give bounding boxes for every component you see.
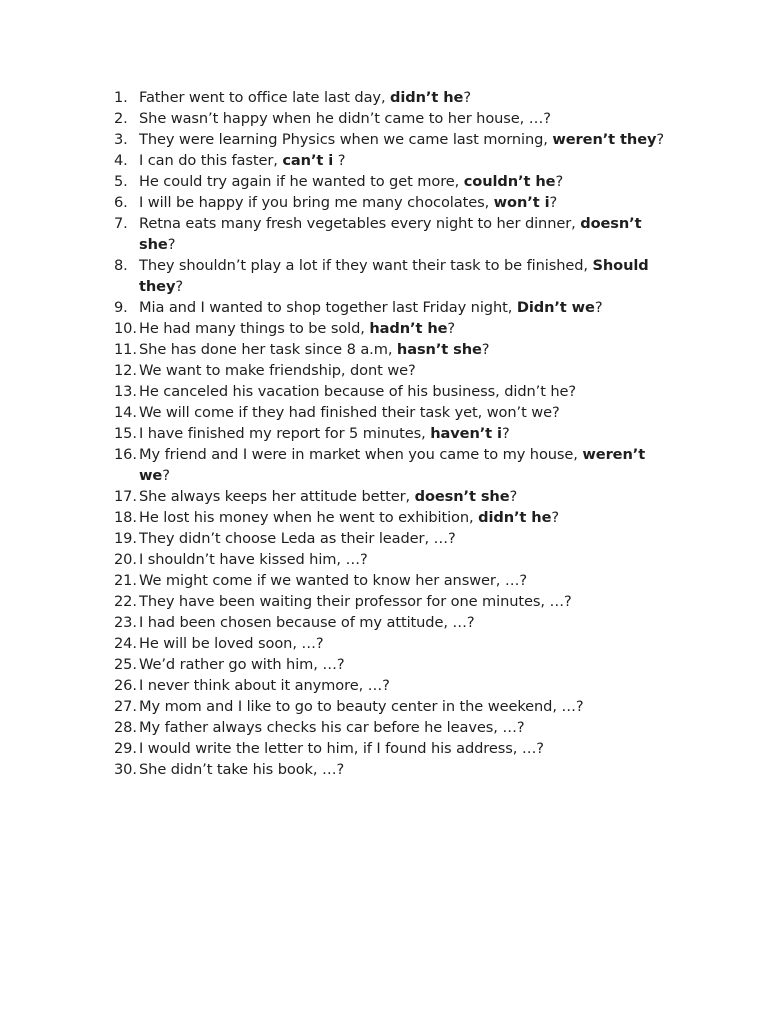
- question-text: We will come if they had finished their task yet, won’t we?: [139, 404, 560, 421]
- list-item: [114, 381, 674, 402]
- question-text: I have finished my report for 5 minutes,: [139, 425, 431, 442]
- item-number: 5.: [114, 173, 128, 190]
- list-item: [114, 213, 674, 255]
- question-sentence: [139, 549, 674, 570]
- question-text: Retna eats many fresh vegetables every night to her dinner,: [139, 215, 581, 232]
- question-sentence: [139, 444, 674, 486]
- item-number: 18.: [114, 509, 137, 526]
- item-number: 6.: [114, 194, 128, 211]
- question-text: We might come if we wanted to know her answer, …?: [139, 572, 528, 589]
- question-text: He could try again if he wanted to get more,: [139, 173, 464, 190]
- list-item: [114, 108, 674, 129]
- question-text: I will be happy if you bring me many chocolates,: [139, 194, 494, 211]
- question-sentence: [139, 255, 674, 297]
- item-number: 8.: [114, 257, 128, 274]
- question-text: I never think about it anymore, …?: [139, 677, 390, 694]
- list-item: [114, 717, 674, 738]
- question-text: They shouldn’t play a lot if they want their task to be finished,: [139, 257, 593, 274]
- question-sentence: [139, 528, 674, 549]
- question-sentence: [139, 87, 674, 108]
- question-tag-answer: Should they: [139, 257, 649, 295]
- question-sentence: [139, 108, 674, 129]
- question-sentence: [139, 591, 674, 612]
- question-text: I would write the letter to him, if I found his address, …?: [139, 740, 544, 757]
- question-sentence: [139, 696, 674, 717]
- question-tag-answer: hadn’t he: [369, 320, 448, 337]
- item-number: 20.: [114, 551, 137, 568]
- question-tag-answer: didn’t he: [478, 509, 552, 526]
- question-mark: ?: [594, 299, 603, 316]
- item-number: 7.: [114, 215, 128, 232]
- question-mark: ?: [549, 194, 558, 211]
- list-item: [114, 591, 674, 612]
- question-text: They didn’t choose Leda as their leader, …?: [139, 530, 456, 547]
- question-text: They were learning Physics when we came last morning,: [139, 131, 553, 148]
- question-text: I shouldn’t have kissed him, …?: [139, 551, 368, 568]
- list-item: [114, 612, 674, 633]
- question-tag-answer: weren’t we: [139, 446, 646, 484]
- list-item: [114, 423, 674, 444]
- list-item: [114, 318, 674, 339]
- question-sentence: [139, 675, 674, 696]
- list-item: [114, 507, 674, 528]
- question-sentence: [139, 402, 674, 423]
- question-sentence: [139, 759, 674, 780]
- question-sentence: [139, 213, 674, 255]
- list-item: [114, 696, 674, 717]
- question-sentence: [139, 570, 674, 591]
- question-sentence: [139, 381, 674, 402]
- item-number: 17.: [114, 488, 137, 505]
- question-mark: ?: [162, 467, 170, 484]
- question-sentence: [139, 717, 674, 738]
- item-number: 27.: [114, 698, 137, 715]
- question-tag-answer: doesn’t she: [139, 215, 642, 253]
- question-text: He will be loved soon, …?: [139, 635, 324, 652]
- question-sentence: [139, 612, 674, 633]
- question-sentence: [139, 297, 674, 318]
- question-mark: ?: [167, 236, 176, 253]
- item-number: 4.: [114, 152, 128, 169]
- question-text: Mia and I wanted to shop together last Friday night,: [139, 299, 517, 316]
- question-tag-answer: can’t i: [282, 152, 334, 169]
- item-number: 12.: [114, 362, 137, 379]
- question-text: She always keeps her attitude better,: [139, 488, 415, 505]
- list-item: [114, 402, 674, 423]
- item-number: 19.: [114, 530, 137, 547]
- item-number: 24.: [114, 635, 137, 652]
- question-tag-answer: hasn’t she: [396, 341, 482, 358]
- item-number: 11.: [114, 341, 137, 358]
- question-text: I can do this faster,: [139, 152, 283, 169]
- list-item: [114, 339, 674, 360]
- question-text: She wasn’t happy when he didn’t came to her house, …?: [139, 110, 551, 127]
- question-sentence: [139, 192, 674, 213]
- question-text: We want to make friendship, dont we?: [139, 362, 416, 379]
- list-item: [114, 150, 674, 171]
- question-sentence: [139, 150, 674, 171]
- question-sentence: [139, 633, 674, 654]
- list-item: [114, 171, 674, 192]
- list-item: [114, 297, 674, 318]
- list-item: [114, 738, 674, 759]
- item-number: 15.: [114, 425, 137, 442]
- question-mark: ?: [555, 173, 564, 190]
- question-text: She didn’t take his book, …?: [139, 761, 345, 778]
- question-tag-answer: Didn’t we: [516, 299, 595, 316]
- list-item: [114, 528, 674, 549]
- question-mark: ?: [175, 278, 184, 295]
- question-tag-answer: doesn’t she: [414, 488, 510, 505]
- question-text: My father always checks his car before he leaves, …?: [139, 719, 525, 736]
- item-number: 25.: [114, 656, 137, 673]
- question-tag-answer: haven’t i: [430, 425, 502, 442]
- question-sentence: [139, 318, 674, 339]
- list-item: [114, 87, 674, 108]
- question-text: He had many things to be sold,: [139, 320, 370, 337]
- list-item: [114, 549, 674, 570]
- item-number: 28.: [114, 719, 137, 736]
- item-number: 29.: [114, 740, 137, 757]
- question-sentence: [139, 360, 674, 381]
- list-item: [114, 486, 674, 507]
- question-mark: ?: [551, 509, 560, 526]
- question-sentence: [139, 339, 674, 360]
- question-sentence: [139, 654, 674, 675]
- list-item: [114, 360, 674, 381]
- question-mark: ?: [656, 131, 665, 148]
- question-tag-answer: won’t i: [493, 194, 550, 211]
- list-item: [114, 444, 674, 486]
- question-text: We’d rather go with him, …?: [139, 656, 345, 673]
- item-number: 14.: [114, 404, 137, 421]
- question-mark: ?: [463, 89, 471, 106]
- question-text: He canceled his vacation because of his business, didn’t he?: [139, 383, 577, 400]
- question-mark: ?: [509, 488, 518, 505]
- list-item: [114, 192, 674, 213]
- question-mark: ?: [481, 341, 490, 358]
- question-text: She has done her task since 8 a.m,: [139, 341, 397, 358]
- item-number: 10.: [114, 320, 137, 337]
- item-number: 13.: [114, 383, 137, 400]
- list-item: [114, 675, 674, 696]
- question-sentence: [139, 507, 674, 528]
- question-sentence: [139, 738, 674, 759]
- question-list: [114, 87, 674, 780]
- question-text: My friend and I were in market when you came to my house,: [139, 446, 583, 463]
- question-sentence: [139, 171, 674, 192]
- question-sentence: [139, 423, 674, 444]
- item-number: 26.: [114, 677, 137, 694]
- question-tag-answer: couldn’t he: [463, 173, 556, 190]
- question-text: My mom and I like to go to beauty center in the weekend, …?: [139, 698, 584, 715]
- question-sentence: [139, 129, 674, 150]
- item-number: 1.: [114, 89, 128, 106]
- question-mark: ?: [501, 425, 510, 442]
- item-number: 16.: [114, 446, 137, 463]
- question-text: Father went to office late last day,: [139, 89, 391, 106]
- item-number: 22.: [114, 593, 137, 610]
- item-number: 21.: [114, 572, 137, 589]
- item-number: 3.: [114, 131, 128, 148]
- item-number: 9.: [114, 299, 128, 316]
- list-item: [114, 255, 674, 297]
- question-text: They have been waiting their professor for one minutes, …?: [139, 593, 572, 610]
- list-item: [114, 654, 674, 675]
- question-mark: ?: [447, 320, 456, 337]
- item-number: 23.: [114, 614, 137, 631]
- question-tag-answer: didn’t he: [390, 89, 464, 106]
- list-item: [114, 759, 674, 780]
- question-text: I had been chosen because of my attitude, …?: [139, 614, 475, 631]
- question-tag-answer: weren’t they: [552, 131, 657, 148]
- question-sentence: [139, 486, 674, 507]
- list-item: [114, 633, 674, 654]
- question-mark: ?: [333, 152, 346, 169]
- question-text: He lost his money when he went to exhibition,: [139, 509, 479, 526]
- item-number: 30.: [114, 761, 137, 778]
- item-number: 2.: [114, 110, 128, 127]
- list-item: [114, 129, 674, 150]
- list-item: [114, 570, 674, 591]
